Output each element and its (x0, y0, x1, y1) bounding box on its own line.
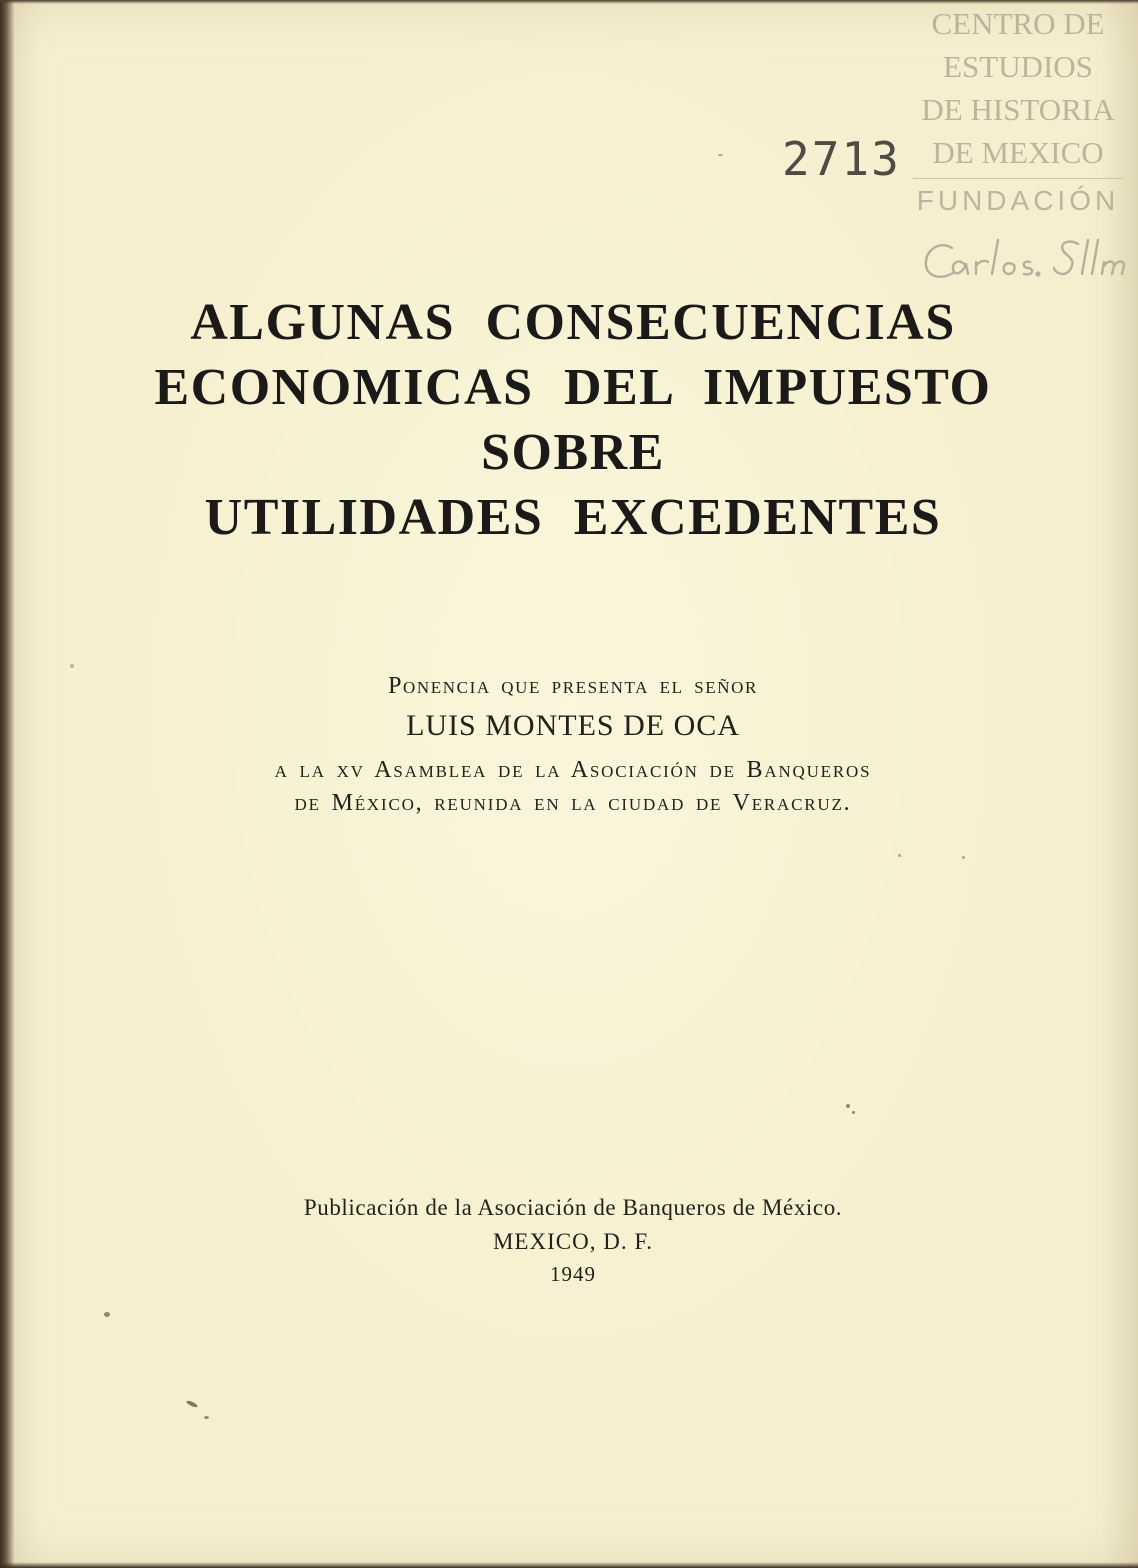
paper-speck (718, 154, 723, 156)
publisher-line: Publicación de la Asociación de Banqueros de México. (303, 1195, 843, 1220)
paper-speck (70, 664, 74, 668)
cover-bottom-edge (0, 1562, 1138, 1568)
publication-year: 1949 (550, 1262, 596, 1286)
library-watermark (900, 2, 1136, 221)
watermark-foundation: FUNDACIÓN (916, 185, 1120, 216)
watermark-line-1: CENTRO DE (931, 6, 1105, 41)
cover-spine-edge (0, 0, 14, 1568)
watermark-line-3: DE HISTORIA (921, 92, 1115, 127)
presentation-block (150, 668, 996, 820)
paper-speck (204, 1416, 209, 1419)
paper-speck (962, 856, 965, 859)
paper-speck (104, 1312, 110, 1317)
watermark-signature-logo (918, 226, 1138, 296)
watermark-divider (913, 178, 1123, 179)
presentation-intro: Ponencia que presenta el señor (388, 673, 758, 699)
paper-speck (186, 1400, 199, 1409)
watermark-line-2: ESTUDIOS (943, 49, 1093, 84)
title-line-3: SOBRE (481, 424, 665, 481)
paper-speck (846, 1104, 850, 1108)
assembly-line-2: de México, reunida en la ciudad de Veracruz. (294, 790, 852, 816)
inventory-stamp-number: 2713 (782, 132, 901, 186)
paper-speck (852, 1111, 855, 1114)
book-title (150, 290, 996, 550)
title-line-2: ECONOMICAS DEL IMPUESTO (154, 359, 992, 416)
title-line-4: UTILIDADES EXCEDENTES (204, 489, 942, 546)
author-name: LUIS MONTES DE OCA (406, 709, 740, 742)
publisher-block (150, 1192, 996, 1288)
publisher-city: MEXICO, D. F. (492, 1229, 654, 1254)
assembly-line-1: a la xv Asamblea de la Asociación de Banqueros (274, 757, 872, 783)
paper-speck (898, 854, 901, 857)
title-line-1: ALGUNAS CONSECUENCIAS (190, 294, 956, 351)
watermark-line-4: DE MEXICO (932, 135, 1104, 170)
